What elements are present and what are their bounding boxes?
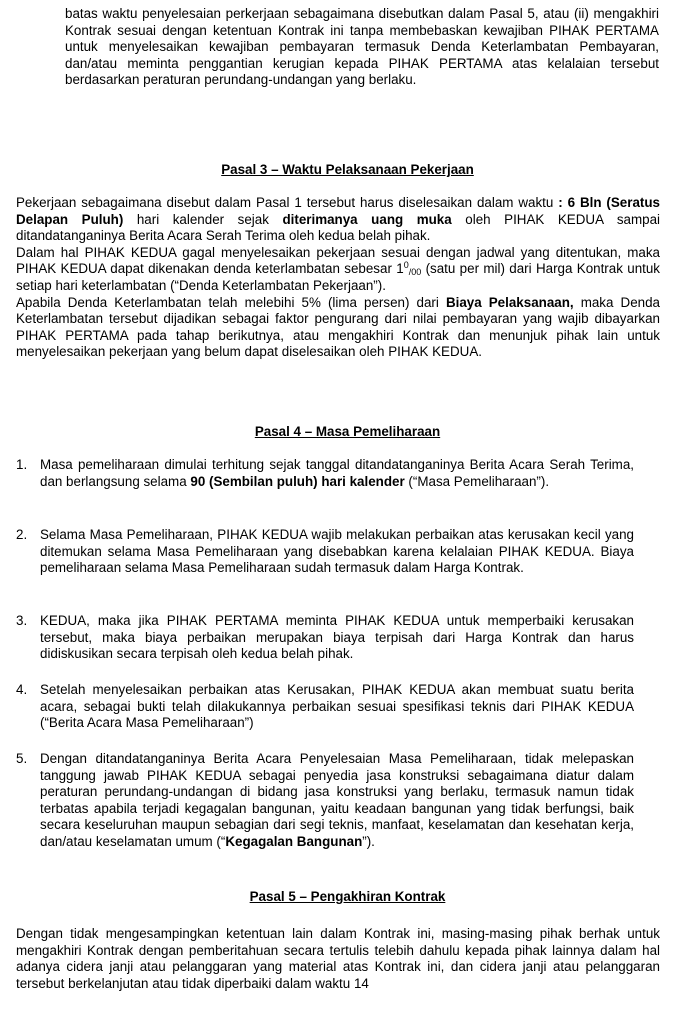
per-mil-sup: 0 xyxy=(403,260,409,271)
pasal-4-heading: Pasal 4 – Masa Pemeliharaan xyxy=(254,424,441,439)
p1-text-e: oleh PIHAK KEDUA sampai ditandatanganinya Berita Acara Serah Terima oleh kedua belah pihak. xyxy=(16,211,660,244)
item-1-text-c: (“Masa Pemeliharaan”). xyxy=(404,473,550,489)
pasal-3-heading: Pasal 3 – Waktu Pelaksanaan Pekerjaan xyxy=(221,162,474,177)
p3-text-c: maka Denda Keterlambatan tersebut dijadikan sebagai faktor pengurang dari nilai pembayaran yang wajib dibayarkan PIHAK PERTAMA pada tahap berikutnya, atau mengakhiri Kontrak dan menunjuk pihak lain untuk menyelesaikan pekerjaan yang belum dapat diselesaikan oleh PIHAK KEDUA. xyxy=(16,294,660,360)
pasal-4-item-3 xyxy=(0,613,695,662)
p2-text-a: Dalam hal PIHAK KEDUA gagal menyelesaikan pekerjaan sesuai dengan jadwal yang ditentukan, maka PIHAK KEDUA dapat dikenakan denda keterlambatan sebesar 1 xyxy=(16,244,660,277)
item-number: 4. xyxy=(16,682,28,697)
item-number: 2. xyxy=(16,527,28,542)
p3-text-a: Apabila Denda Keterlambatan telah melebihi 5% (lima persen) dari xyxy=(16,294,446,310)
pasal-4-item-1 xyxy=(0,457,695,489)
item-text: Selama Masa Pemeliharaan, PIHAK KEDUA wajib melakukan perbaikan atas kerusakan kecil yang ditemukan selama Masa Pemeliharaan yang disebabkan karena kelalaian PIHAK KEDUA. Biaya pemeliharaan selama Masa Pemeliharaan sudah termasuk dalam Harga Kontrak. xyxy=(40,527,634,576)
pasal-5-body xyxy=(16,926,660,992)
item-number: 3. xyxy=(16,613,28,628)
pasal-3-body xyxy=(16,195,660,361)
pasal-5-heading: Pasal 5 – Pengakhiran Kontrak xyxy=(249,889,446,904)
intro-continuation xyxy=(65,6,659,89)
item-text: Setelah menyelesaikan perbaikan atas Kerusakan, PIHAK KEDUA akan membuat suatu berita acara, sebagai bukti telah dilakukannya perbaikan sesuai spesifikasi teknis dari PIHAK KEDUA (“Berita Acara Masa Pemeliharaan”) xyxy=(40,682,634,731)
pasal-3-paragraph-1 xyxy=(16,195,660,245)
item-number: 5. xyxy=(16,751,28,766)
pasal-4-item-4 xyxy=(0,682,695,731)
pasal-3-paragraph-2 xyxy=(16,245,660,295)
pasal-4-item-5 xyxy=(0,751,695,849)
item-5-bold: Kegagalan Bangunan xyxy=(225,833,363,849)
pasal-4-item-2 xyxy=(0,527,695,576)
item-text xyxy=(40,457,634,490)
p2-text-b: (satu per mil) dari Harga Kontrak untuk setiap hari keterlambatan (“Denda Keterlambatan Pekerjaan”). xyxy=(16,261,661,293)
p1-down-payment: diterimanya uang muka xyxy=(282,211,452,227)
item-text: KEDUA, maka jika PIHAK PERTAMA meminta PIHAK KEDUA untuk memperbaiki kerusakan tersebut, maka biaya perbaikan merupakan biaya terpisah dari Harga Kontrak dan harus didiskusikan secara terpisah oleh kedua belah pihak. xyxy=(40,613,634,662)
item-text xyxy=(40,751,634,851)
item-5-text-a: Dengan ditandatanganinya Berita Acara Penyelesaian Masa Pemeliharaan, tidak melepaskan tanggung jawab PIHAK KEDUA sebagai penyedia jasa konstruksi sebagaimana diatur dalam peraturan perundang-undangan di bidang jasa konstruksi yang berlaku, termasuk namun tidak terbatas apabila terjadi kegagalan bangunan, yaitu keadaan bangunan yang tidak berfungsi, baik secara keseluruhan maupun sebagian dari segi teknis, manfaat, keselamatan dan kesehatan kerja, dan/atau keselamatan umum (“ xyxy=(40,751,634,849)
item-number: 1. xyxy=(16,457,28,472)
pasal-5-paragraph: Dengan tidak mengesampingkan ketentuan lain dalam Kontrak ini, masing-masing pihak berhak untuk mengakhiri Kontrak dengan pemberitahuan secara tertulis telebih dahulu kepada pihak lainnya dalam hal adanya cidera janji atau pelanggaran yang material atas Kontrak ini, dan cidera janji atau pelanggaran tersebut berkelanjutan atau tidak diperbaiki dalam waktu 14 xyxy=(16,926,660,991)
item-5-text-c: ”). xyxy=(362,833,375,849)
p1-text-a: Pekerjaan sebagaimana disebut dalam Pasal 1 tersebut harus diselesaikan dalam waktu xyxy=(16,195,559,210)
per-mil-sub: /00 xyxy=(408,267,422,278)
pasal-3-paragraph-3 xyxy=(16,295,660,361)
item-1-text-a: Masa pemeliharaan dimulai terhitung sejak tanggal ditandatanganinya Berita Acara Serah Terima, dan berlangsung selama xyxy=(40,457,634,489)
item-1-bold: 90 (Sembilan puluh) hari kalender xyxy=(190,473,405,489)
p1-duration: : 6 Bln (Seratus Delapan Puluh) xyxy=(16,195,660,227)
p3-biaya: Biaya Pelaksanaan, xyxy=(445,294,574,310)
intro-paragraph: batas waktu penyelesaian perkerjaan sebagaimana disebutkan dalam Pasal 5, atau (ii) mengakhiri Kontrak sesuai dengan ketentuan Kontrak ini tanpa membebaskan kewajiban PIHAK PERTAMA untuk menyelesaikan kewajiban pembayaran termasuk Denda Keterlambatan Pembayaran, dan/atau meminta penggantian kerugian kepada PIHAK PERTAMA atas kelalaian tersebut berdasarkan peraturan perundang-undangan yang berlaku. xyxy=(65,6,659,88)
p1-text-c: hari kalender sejak xyxy=(123,211,283,227)
